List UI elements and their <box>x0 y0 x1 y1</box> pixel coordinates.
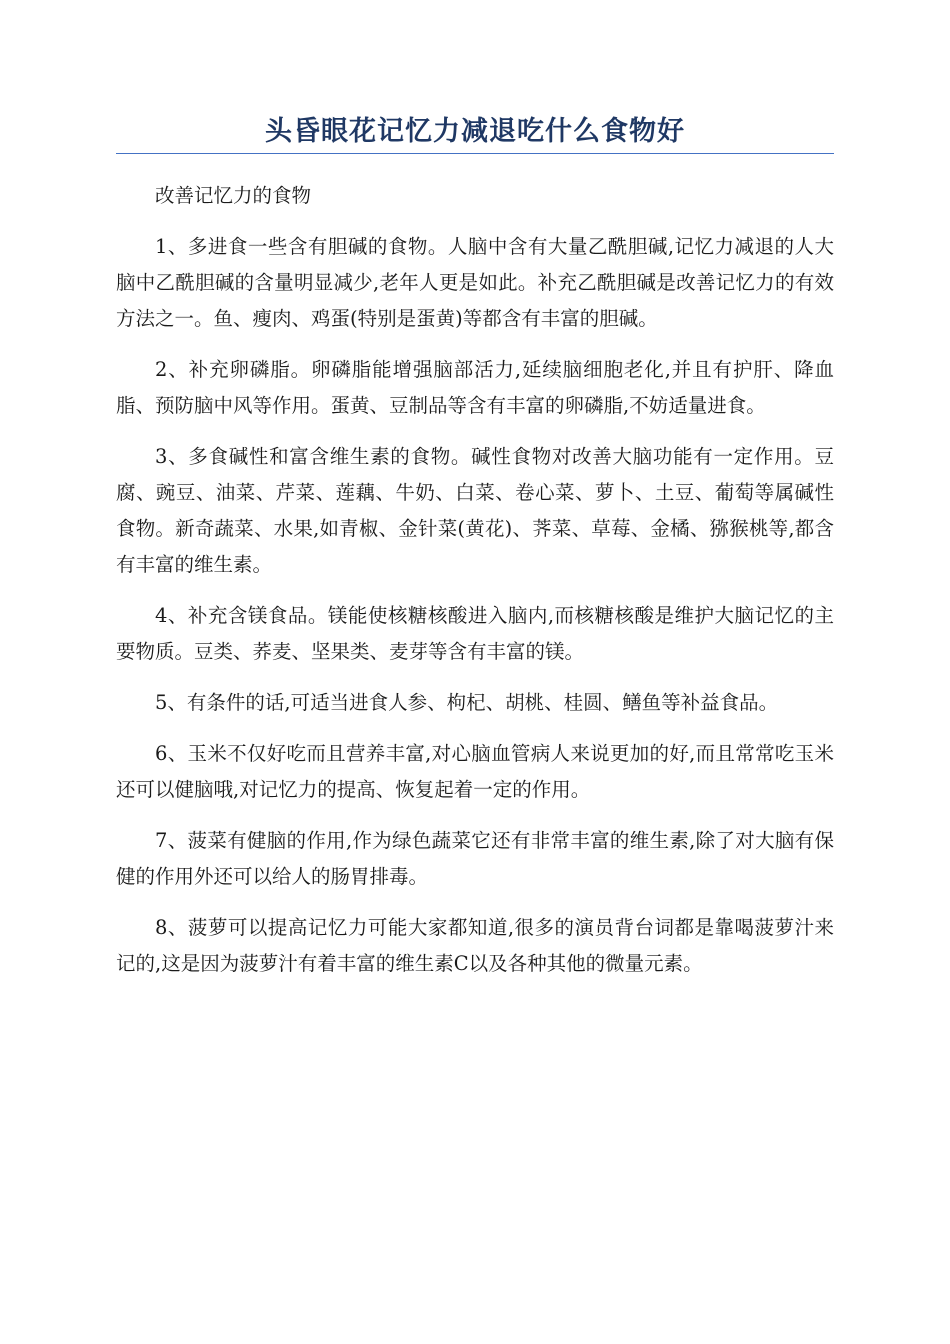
paragraph-8: 8、菠萝可以提高记忆力可能大家都知道,很多的演员背台词都是靠喝菠萝汁来记的,这是因为菠萝汁有着丰富的维生素C以及各种其他的微量元素。 <box>116 916 834 975</box>
document-body <box>116 178 834 997</box>
paragraph-1: 1、多进食一些含有胆碱的食物。人脑中含有大量乙酰胆碱,记忆力减退的人大脑中乙酰胆碱的含量明显减少,老年人更是如此。补充乙酰胆碱是改善记忆力的有效方法之一。鱼、瘦肉、鸡蛋(特别是蛋黄)等都含有丰富的胆碱。 <box>116 235 834 330</box>
paragraph-5: 5、有条件的话,可适当进食人参、枸杞、胡桃、桂圆、鳝鱼等补益食品。 <box>155 691 779 714</box>
paragraph-7: 7、菠菜有健脑的作用,作为绿色蔬菜它还有非常丰富的维生素,除了对大脑有保健的作用外还可以给人的肠胃排毒。 <box>116 829 834 888</box>
paragraph-2: 2、补充卵磷脂。卵磷脂能增强脑部活力,延续脑细胞老化,并且有护肝、降血脂、预防脑中风等作用。蛋黄、豆制品等含有丰富的卵磷脂,不妨适量进食。 <box>116 358 834 417</box>
paragraph-6: 6、玉米不仅好吃而且营养丰富,对心脑血管病人来说更加的好,而且常常吃玉米还可以健脑哦,对记忆力的提高、恢复起着一定的作用。 <box>116 742 834 801</box>
paragraph-3: 3、多食碱性和富含维生素的食物。碱性食物对改善大脑功能有一定作用。豆腐、豌豆、油菜、芹菜、莲藕、牛奶、白菜、卷心菜、萝卜、土豆、葡萄等属碱性食物。新奇蔬菜、水果,如青椒、金针菜(黄花)、荠菜、草莓、金橘、猕猴桃等,都含有丰富的维生素。 <box>116 445 834 576</box>
section-heading: 改善记忆力的食物 <box>155 184 312 207</box>
page-title: 头昏眼花记忆力减退吃什么食物好 <box>265 116 685 147</box>
paragraph-4: 4、补充含镁食品。镁能使核糖核酸进入脑内,而核糖核酸是维护大脑记忆的主要物质。豆类、荞麦、坚果类、麦芽等含有丰富的镁。 <box>116 604 834 663</box>
title-underline <box>116 153 834 154</box>
